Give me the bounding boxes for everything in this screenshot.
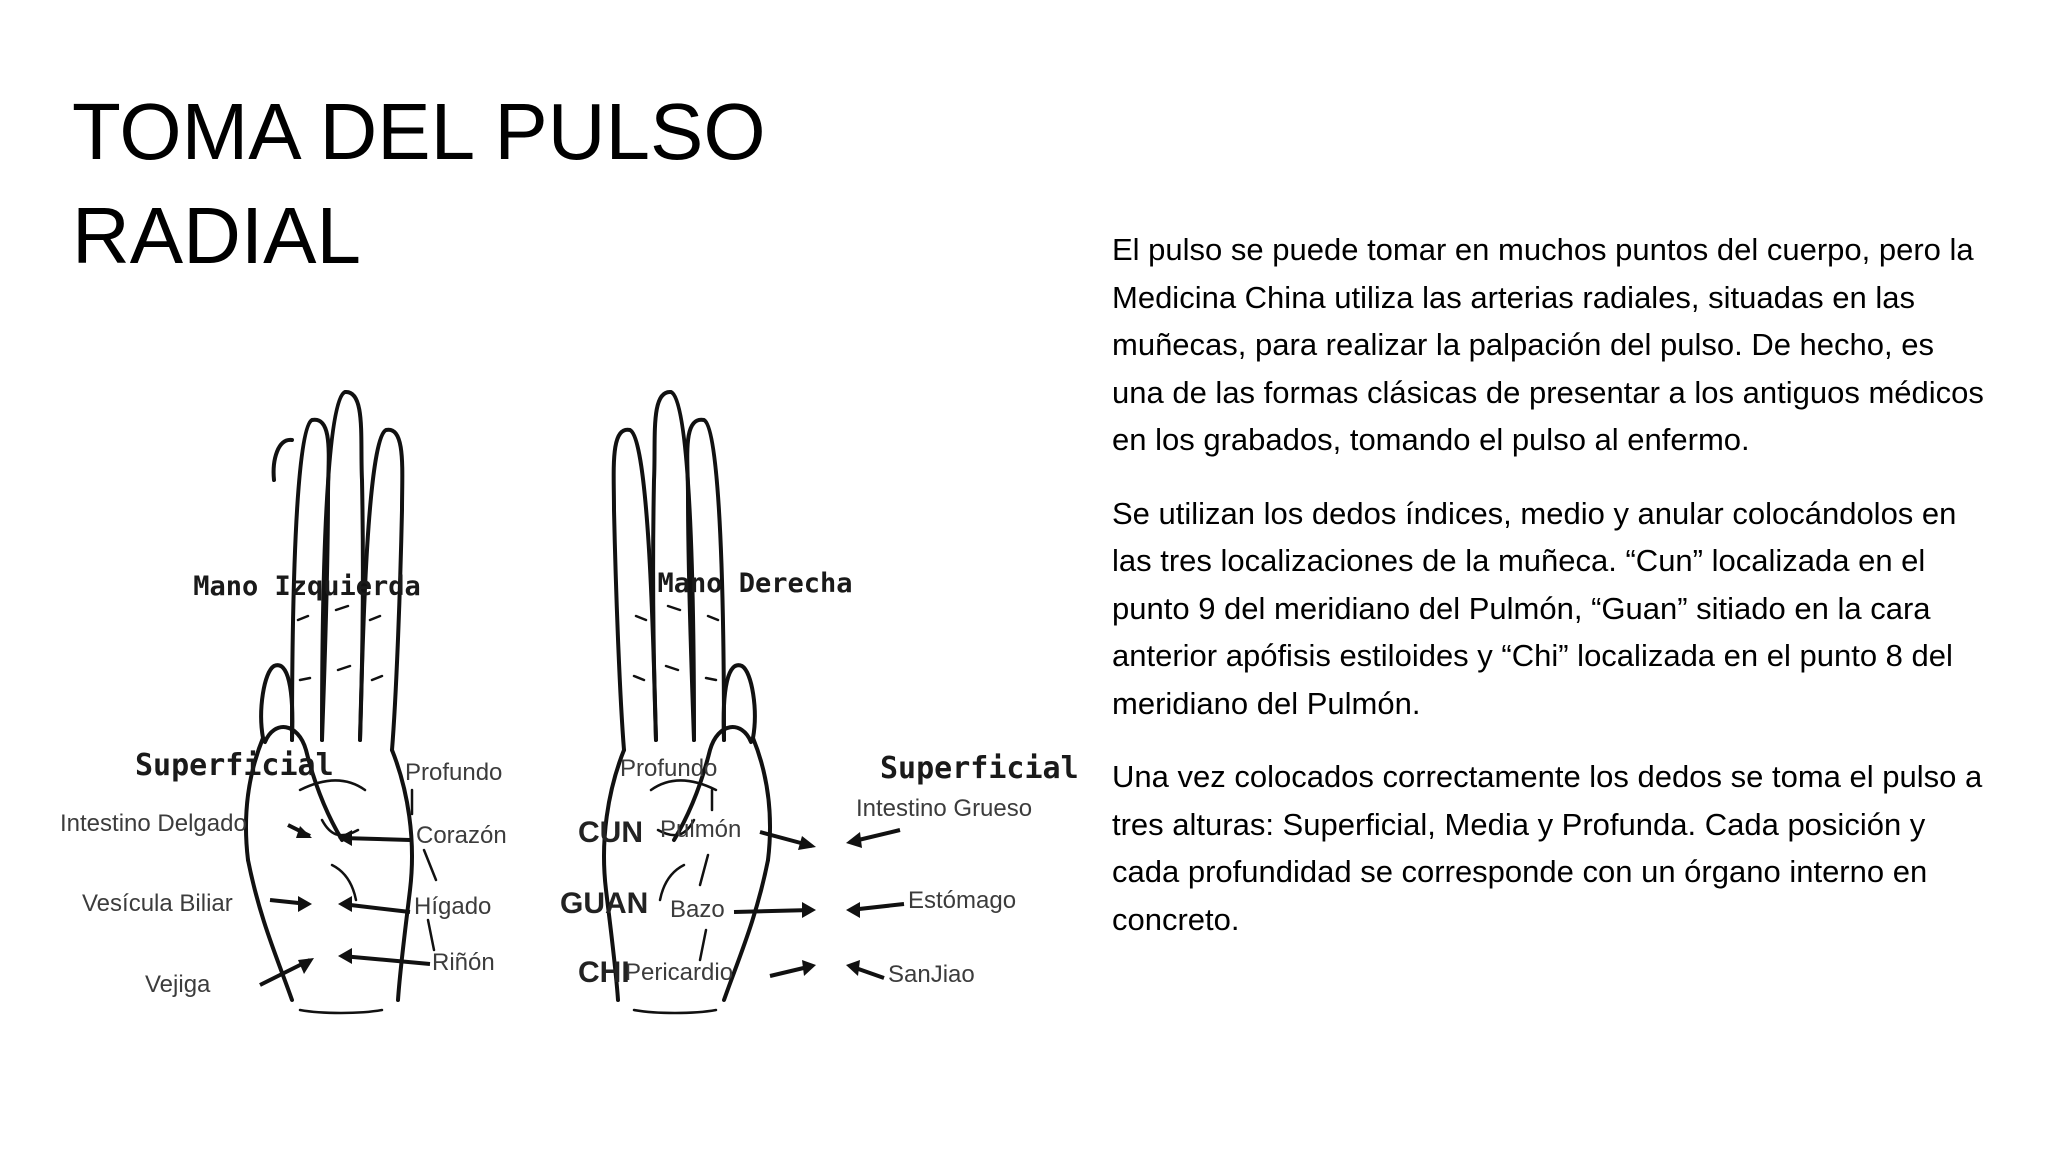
right-superficial-3: SanJiao bbox=[888, 961, 975, 988]
right-hand-drawing bbox=[604, 392, 770, 1020]
left-hand-drawing bbox=[246, 392, 412, 1020]
title-line-1: TOMA DEL PULSO bbox=[72, 87, 766, 176]
left-profundo-2: Hígado bbox=[414, 893, 492, 920]
left-superficial-3: Vejiga bbox=[145, 971, 211, 998]
right-profundo-2: Bazo bbox=[670, 896, 725, 923]
position-guan: GUAN bbox=[560, 887, 649, 920]
right-superficial-2: Estómago bbox=[908, 887, 1017, 914]
position-chi: CHI bbox=[578, 956, 630, 989]
slide-title bbox=[72, 80, 766, 288]
right-superficial-1: Intestino Grueso bbox=[856, 795, 1033, 822]
left-superficial-2: Vesícula Biliar bbox=[82, 890, 233, 917]
right-hand-title: Mano Derecha bbox=[657, 568, 853, 599]
right-profundo-heading: Profundo bbox=[620, 755, 718, 782]
pulse-diagram-svg bbox=[60, 320, 1080, 1020]
left-profundo-1: Corazón bbox=[416, 822, 507, 849]
right-profundo-1: Pulmón bbox=[660, 816, 742, 843]
body-text bbox=[1112, 226, 1992, 969]
paragraph-3: Una vez colocados correctamente los dedos se toma el pulso a tres alturas: Superficial, Media y Profunda. Cada posición y cada profundidad se corresponde con un órgano interno en concreto. bbox=[1112, 759, 1983, 937]
left-superficial-1: Intestino Delgado bbox=[60, 810, 247, 837]
left-profundo-heading: Profundo bbox=[405, 759, 503, 786]
left-hand-title: Mano Izquierda bbox=[193, 571, 421, 602]
paragraph-2: Se utilizan los dedos índices, medio y anular colocándolos en las tres localizaciones de la muñeca. “Cun” localizada en el punto 9 del meridiano del Pulmón, “Guan” sitiado en la cara anterior apófisis estiloides y “Chi” localizada en el punto 8 del meridiano del Pulmón. bbox=[1112, 495, 1957, 721]
right-superficial-heading: Superficial bbox=[880, 751, 1079, 786]
left-superficial-heading: Superficial bbox=[135, 748, 334, 783]
paragraph-1: El pulso se puede tomar en muchos puntos del cuerpo, pero la Medicina China utiliza las arterias radiales, situadas en las muñecas, para realizar la palpación del pulso. De hecho, es una de las formas clásicas de presentar a los antiguos médicos en los grabados, tomando el pulso al enfermo. bbox=[1112, 232, 1984, 457]
title-line-2: RADIAL bbox=[72, 191, 361, 280]
pulse-diagram bbox=[60, 320, 1080, 1020]
left-profundo-3: Riñón bbox=[432, 949, 495, 976]
position-cun: CUN bbox=[578, 816, 643, 849]
right-profundo-3: Pericardio bbox=[625, 959, 734, 986]
